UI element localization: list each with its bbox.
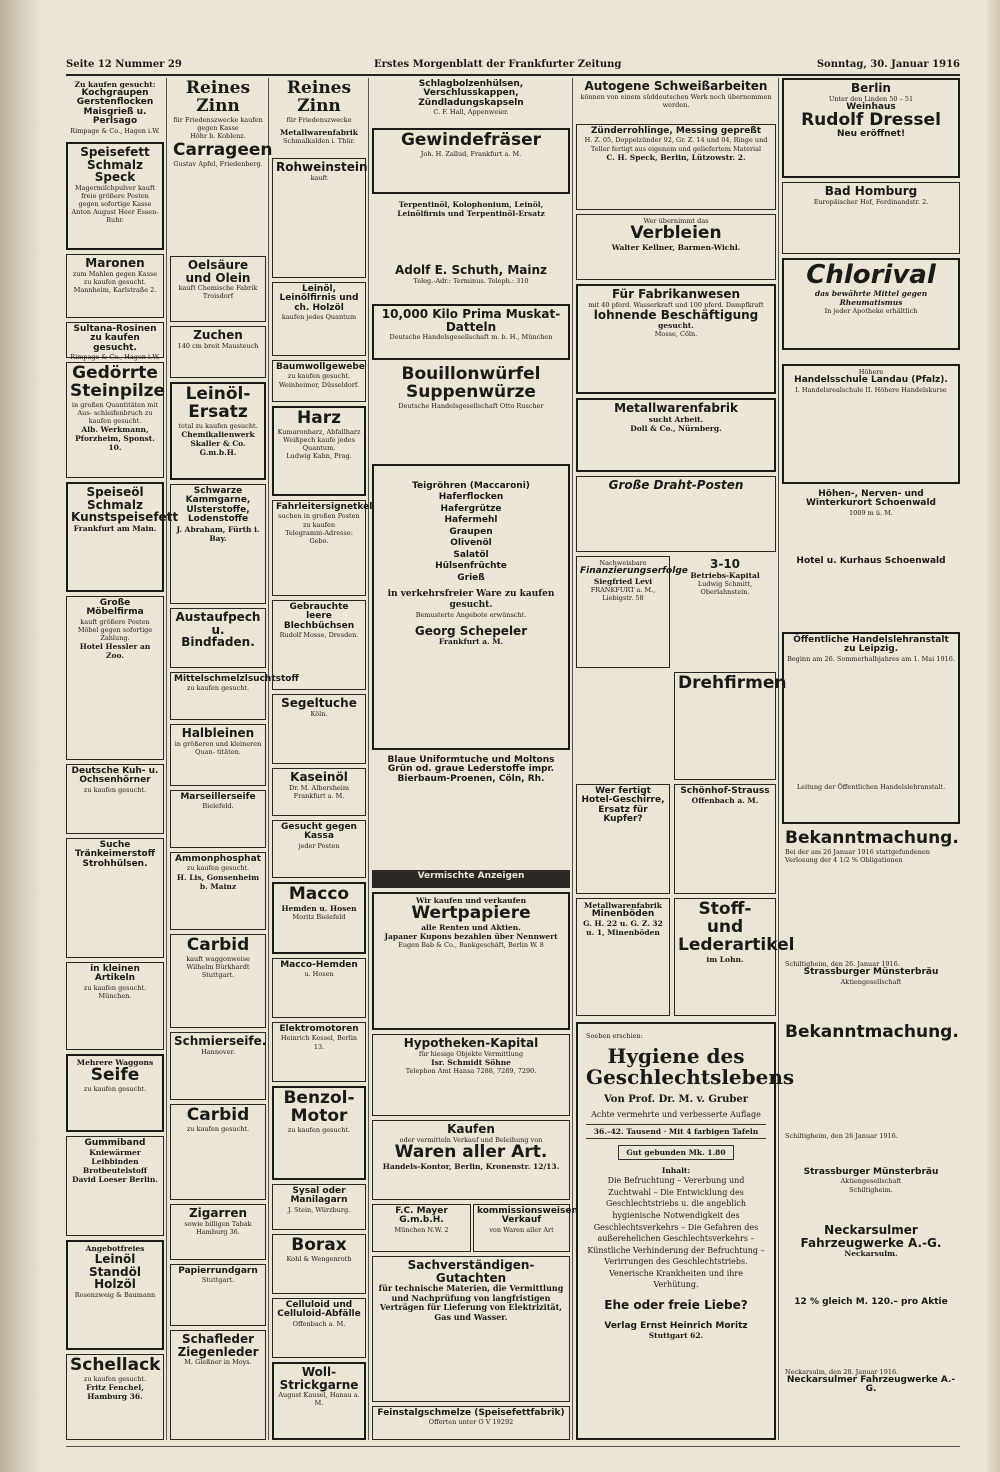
ad-drehfirmen: Drehfirmen (674, 672, 776, 780)
ad-neckarsulmer-fahrzeugwerke: Neckarsulmer Fahrzeugwerke A.-G. Neckarsulm. 12 % gleich M. 120.– pro Aktie Neckarsulm, den 28. Januar 1916. Neckarsulmer Fahrzeugwerke A.-G. (785, 1223, 956, 1395)
food-item: Hafergrütze (440, 503, 502, 514)
ad-schoenhof-strauss: Schönhof-Strauss Offenbach a. M. (674, 784, 776, 894)
column-6 (782, 78, 960, 1440)
ad-mittelschmelz: Mittelschmelzlsuchtstoff zu kaufen gesucht. (170, 672, 266, 720)
ad-carrageen: Carrageen Gustav Apfel, Friedenberg. (173, 140, 273, 168)
column-rule (572, 78, 573, 1440)
ad-leinoel-ersatz: Leinöl-Ersatz total zu kaufen gesucht. Chemikalienwerk Skaller & Co. G.m.b.H. (170, 382, 266, 480)
ad-handelslehranstalt-leipzig: Öffentliche Handelslehranstalt zu Leipzig. Beginn am 26. Sommerhalbjahres am 1. Mai 1916. Leitung der Öffentlichen Handelslehranstalt. (782, 632, 960, 824)
ad-baumwollgewebe: Baumwollgewebe zu kaufen gesucht. Weinheimer, Düsseldorf. (272, 360, 366, 402)
column-rule (368, 78, 369, 1440)
ad-betriebs-kapital: 3-10 Betriebs-Kapital Ludwig Schmitt, Oberlahnstein. (690, 557, 760, 596)
ad-moebelfirma: Große Möbelfirma kauft größere Posten Möbel gegen sofortige Zahlung. Hotel Hessler an Zoo. (66, 596, 164, 760)
ad-waren-aller-art: Kaufen oder vermitteln Verkauf und Beleihung von Waren aller Art. Handels-Kontor, Berlin, Kronenstr. 12/13. (372, 1120, 570, 1200)
ad-muskat-datteln: 10,000 Kilo Prima Muskat-Datteln Deutsche Handelsgesellschaft m. b. H., München (372, 304, 570, 360)
page-right-edge (986, 0, 1000, 1472)
ad-ochsenhoerner: Deutsche Kuh- u. Ochsenhörner zu kaufen gesucht. (66, 764, 164, 834)
ad-zuenderrohlinge: Zünderrohlinge, Messing gepreßt H. Z. 05, Doppelzünder 92, Gr. Z. 14 und 04, Ringe und Teller fertigt aus eigenem und geliefertem Material C. H. Speck, Berlin, Lützowstr. 2. (576, 124, 776, 210)
ad-gummiband: Gummiband Kniewärmer Leibbinden Brotbeutelstoff David Loeser Berlin. (66, 1136, 164, 1236)
ad-handelsschule-landau: Höhere Handelsschule Landau (Pfalz). I. Handelsrealschule II. Höhere Handelskurse (782, 364, 960, 484)
ad-blechbuechsen: Gebrauchte leere Blechbüchsen Rudolf Mosse, Dresden. (272, 600, 366, 690)
ad-fabrikanwesen: Für Fabrikanwesen mit 40 pferd. Wasserkraft und 100 pferd. Dampfkraft lohnende Beschäftigung gesucht. Mosse, Cöln. (576, 284, 776, 394)
ad-kleine-artikel: in kleinen Artikeln zu kaufen gesucht. München. (66, 962, 164, 1050)
ad-finanzierungserfolge: Nachweisbare Finanzierungserfolge Siegfried Levi FRANKFURT a. M., Liebigstr. 58 (576, 556, 670, 668)
ad-adolf-schuth: Adolf E. Schuth, Mainz Teleg.-Adr.: Terminus. Teleph.: 310 (394, 263, 548, 285)
ad-bouillonwuerfel: Bouillonwürfel Suppenwürze Deutsche Handelsgesellschaft Otto Ruscher (398, 364, 544, 410)
ad-fc-mayer: F.C. Mayer G.m.b.H. München N.W. 2 (372, 1204, 471, 1252)
ad-schellack: Schellack zu kaufen gesucht. Fritz Fenchel, Hamburg 36. (66, 1354, 164, 1440)
column-5 (576, 78, 795, 1440)
ad-woll-strickgarne: Woll-Strickgarne August Kausel, Hanau a. M. (272, 1362, 366, 1440)
ad-macco-hemden: Macco-Hemden u. Hosen (272, 958, 366, 1018)
footer-rule (66, 1446, 960, 1447)
page-header (66, 58, 960, 74)
ad-bad-homburg: Bad Homburg Europäischer Hof, Ferdinandstr. 2. (782, 182, 960, 254)
ad-sultana-rosinen: Sultana-Rosinen zu kaufen gesucht. Rimpage & Co., Hagen i.W. (66, 322, 164, 358)
ad-benzol-motor: Benzol-Motor zu kaufen gesucht. (272, 1086, 366, 1180)
ad-celluloid: Celluloid und Celluloid-Abfälle Offenbach a. M. (272, 1298, 366, 1358)
ad-reines-zinn-1: Reines Zinn für Friedenszwecke kaufen gegen Kasse Höhr b. Koblenz. (173, 78, 263, 140)
ad-metallwarenfabrik: Metallwarenfabrik Schmalkalden i. Thür. (280, 128, 358, 145)
ad-schafleder: Schafleder Ziegenleder M. Gleßner in Moys. (170, 1330, 266, 1440)
food-item: Olivenöl (450, 538, 492, 549)
ad-seife: Mehrere Waggons Seife zu kaufen gesucht. (66, 1054, 164, 1132)
ad-hotel-geschirre: Wer fertigt Hotel-Geschirre, Ersatz für Kupfer? (576, 784, 670, 894)
ad-halbleinen: Halbleinen in größeren und kleineren Quan- titäten. (170, 724, 266, 786)
ad-hypotheken-kapital: Hypotheken-Kapital für hiesige Objekte Vermittlung Isr. Schmidt Söhne Telephon Amt Hansa 7288, 7289, 7290. (372, 1034, 570, 1116)
ad-wertpapiere: Wir kaufen und verkaufen Wertpapiere alle Renten und Aktien. Japaner Kupons bezahlen über Nennwert Eugen Bab & Co., Bankgeschäft, Berlin W. 8 (372, 892, 570, 1030)
ad-kammgarne: Schwarze Kammgarne, Ulsterstoffe, Lodenstoffe J. Abraham, Fürth i. Bay. (170, 484, 266, 604)
ad-harz: Harz Kumaronharz, Abfallharz Weißpech kaufe jedes Quantum. Ludwig Kahn, Prag. (272, 406, 366, 496)
issue-date: Sonntag, 30. Januar 1916 (816, 59, 960, 70)
ad-maronen: Maronen zum Mahlen gegen Kasse zu kaufen gesucht. Mannheim, Karlstraße 2. (66, 254, 164, 318)
ad-schmierseife: Schmierseife. Hannover. (170, 1032, 266, 1100)
ad-fahrleiter: Fahrleitersignetkel suchen in großen Posten zu kaufen Telegramm-Adresse: Gebo. (272, 500, 366, 596)
ad-carbid-2: Carbid zu kaufen gesucht. (170, 1104, 266, 1200)
ad-minenboeden: Metallwarenfabrik Minenböden G. H. 22 u. G. Z. 32 u. 1, Minenböden (576, 898, 670, 1016)
ad-verbleien: Wer übernimmt das Verbleien Walter Kellner, Barmen-Wichl. (576, 214, 776, 280)
ad-rohweinstein: Rohweinstein kauft (272, 158, 366, 278)
food-item: Haferflocken (438, 492, 504, 503)
ad-gesucht-kassa: Gesucht gegen Kassa jeder Posten (272, 820, 366, 878)
ad-reines-zinn-2: Reines Zinn für Friedenszwecke (286, 78, 352, 124)
ad-georg-schepeler: Teigröhren (Maccaroni) Haferflocken Hafergrütze Hafermehl Graupen Olivenöl Salatöl Hülsenfrüchte Grieß in verkehrsfreier Ware zu kaufen gesucht. Bemusterte Angebote erwünscht. Georg Schepeler Frankfurt a. M. (372, 464, 570, 750)
ad-hygiene-des-geschlechtslebens: Soeben erschien: Hygiene des Geschlechtslebens Von Prof. Dr. M. v. Gruber Achte vermehrte und verbesserte Auflage 36.–42. Tausend · Mit 4 farbigen Tafeln Gut gebunden Mk. 1.80 Inhalt: Die Befruchtung – Vererbung und Zuchtwahl – Die Entwicklung des Geschlechtstriebs u. die angeblich hygienische Notwendigkeit des Geschlechtsverkehrs – Die Gefahren des außerehelichen Geschlechtsverkehrs – Künstliche Verhinderung der Befruchtung – Verirrungen des Geschlechtstriebs. Venerische Krankheiten und ihre Verhütung. Ehe oder freie Liebe? Verlag Ernst Heinrich Moritz Stuttgart 62. (576, 1022, 776, 1440)
ad-ammonphosphat: Ammonphosphat zu kaufen gesucht. H. Lis, Gonsenheim b. Mainz (170, 852, 266, 930)
header-rule (66, 74, 960, 76)
ad-papierrundgarn: Papierrundgarn Stuttgart. (170, 1264, 266, 1326)
ad-chlorival: Chlorival das bewährte Mittel gegen Rheumatismus In jeder Apotheke erhältlich (782, 258, 960, 350)
ad-segeltuche: Segeltuche Köln. (272, 694, 366, 764)
food-item: Hafermehl (444, 515, 498, 526)
food-item: Grieß (457, 572, 485, 583)
newspaper-title: Erstes Morgenblatt der Frankfurter Zeitung (374, 59, 622, 70)
food-items-list (384, 482, 558, 583)
ad-draht-posten: Große Draht-Posten (576, 476, 776, 552)
ad-zuchen: Zuchen 140 cm breit Mausteuch (170, 326, 266, 378)
column-2 (170, 78, 299, 1440)
ad-carbid-1: Carbid kauft waggonweise Wilhelm Bürkhardt Stuttgart. (170, 934, 266, 1028)
ad-traenkeimerstoff: Suche Tränkeimerstoff Strohhülsen. (66, 838, 164, 958)
ad-gewindefraeser: Gewindefräser Joh. H. Zallud, Frankfurt a. M. (372, 128, 570, 194)
ad-marseillerseife: Marseillerseife Bielefeld. (170, 790, 266, 848)
ad-leinoel-standoel: Angebotfreies Leinöl Standöl Holzöl Rosenzweig & Baumann (66, 1240, 164, 1350)
ad-schoenwald: Höhen-, Nerven- und Winterkurort Schoenwald 1009 m ü. M. Hotel u. Kurhaus Schoenwald (796, 489, 946, 566)
ad-sachverstaendigen-gutachten: Sachverständigen-Gutachten für technische Materien, die Vermittlung und Nachprüfung von langfristigen Verträgen für Lieferung von Elektrizität, Gas und Wasser. (372, 1256, 570, 1402)
ad-stoff-lederartikel: Stoff- und Lederartikel im Lohn. (674, 898, 776, 1016)
ad-elektromotoren: Elektromotoren Heinrich Kessel, Berlin 13. (272, 1022, 366, 1082)
ad-feinstalgschmelze: Feinstalgschmelze (Speisefettfabrik) Offerten unter O V 19292 (372, 1406, 570, 1440)
ad-macco: Macco Hemden u. Hosen Moritz Bielefeld (272, 882, 366, 954)
column-rule (778, 78, 779, 1440)
ad-kochgraupen: Zu kaufen gesucht: Kochgraupen Gerstenflocken Maisgrieß u. Perlsago Rimpage & Co., Hagen i.W. (70, 80, 160, 135)
ad-metallwarenfabrik-sucht-arbeit: Metallwarenfabrik sucht Arbeit. Doll & Co., Nürnberg. (576, 398, 776, 472)
food-item: Graupen (449, 526, 493, 537)
ad-strassburger-muensterbraeu: Strassburger Münsterbräu Aktiengesellschaft Schiltigheim. (803, 1167, 939, 1194)
food-item: Hülsenfrüchte (435, 561, 507, 572)
ad-kaseinoel: Kaseinöl Dr. M. Albersheim Frankfurt a. M. (272, 768, 366, 816)
ad-schlagbolzenhuelsen: Schlagbolzenhülsen, Verschlusskappen, Zündladungskapseln C. F. Hall, Appenweier. (418, 79, 524, 117)
ad-leinoel-holzoel: Leinöl, Leinölfirnis und ch. Holzöl kaufen jedes Quantum (272, 282, 366, 356)
ad-bekanntmachung-2: Bekanntmachung. Schiltigheim, den 26 Januar 1916. (785, 1022, 959, 1140)
ad-oelsaeure: Oelsäure und Olein kauft Chemische Fabrik Troisdorf (170, 256, 266, 322)
ad-weinhaus-dressel: Berlin Unter den Linden 50 – 51 Weinhaus Rudolf Dressel Neu eröffnet! (782, 78, 960, 178)
column-1 (66, 78, 179, 1440)
ad-sysal: Sysal oder Manilagarn J. Stein, Würzburg. (272, 1184, 366, 1230)
column-4 (372, 78, 578, 1440)
section-heading-vermischte-anzeigen: Vermischte Anzeigen (372, 870, 570, 888)
ad-kommissionsweisen-verkauf: kommissionsweisen Verkauf von Waren aller Art (473, 1204, 570, 1252)
ad-borax: Borax Kohl & Wengenroth (272, 1234, 366, 1294)
ad-speiseoel: Speiseöl Schmalz Kunstspeisefett Frankfurt am Main. (66, 482, 164, 592)
column-rule (166, 78, 167, 1440)
food-item: Salatöl (453, 549, 489, 560)
book-binding-edge (0, 0, 40, 1472)
ad-zigarren: Zigarren sowie billigen Tabak Hamburg 36. (170, 1204, 266, 1260)
food-item: Teigröhren (Maccaroni) (412, 481, 530, 491)
ad-bekanntmachung-1: Bekanntmachung. Bei der am 26 Januar 1916 stattgefundenen Verlosung der 4 1/2 % Obligationen Schiltigheim, den 26. Januar 1916. Strassburger Münsterbräu Aktiengesellschaft (785, 828, 959, 986)
ad-austaufpech: Austaufpech u. Bindfaden. (170, 608, 266, 668)
ad-terpentinoel: Terpentinöl, Kolophonium, Leinöl, Leinölfirnis und Terpentinöl-Ersatz (397, 200, 545, 218)
column-3 (272, 78, 373, 1440)
ad-steinpilze: Gedörrte Steinpilze in großen Quantitäten mit Aus- schleifenbruch zu kaufen gesucht. Alb. Werkmann, Pforzheim, Sponst. 10. (66, 362, 164, 478)
ad-autogene-schweissarbeiten: Autogene Schweißarbeiten können von einem süddeutschen Werk noch übernommen werden. (580, 79, 772, 109)
column-rule (268, 78, 269, 1440)
page-number: Seite 12 Nummer 29 (66, 59, 182, 70)
ad-speisefett: Speisefett Schmalz Speck Magermilchpulver kauft freie größere Posten gegen sofortige Kasse Anton August Heer Essen-Ruhr. (66, 142, 164, 250)
ad-uniformtuche: Blaue Uniformtuche und Moltons Grün od. graue Lederstoffe impr. Bierbaum-Proenen, Cöln, Rh. (387, 755, 555, 784)
